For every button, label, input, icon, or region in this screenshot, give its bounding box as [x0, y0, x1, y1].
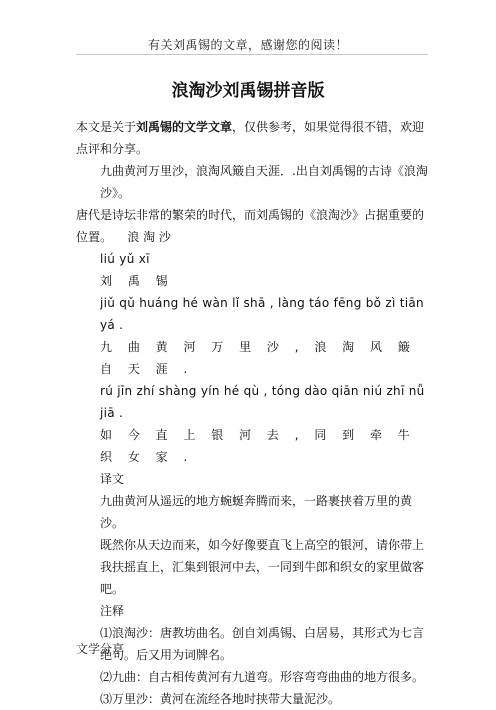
intro-suffix: ，仅供参考，如果觉得很不错，欢迎点评和分享。	[76, 120, 425, 156]
context-text: 唐代是诗坛非常的繁荣的时代，而刘禹锡的《浪淘沙》占据重要的位置。	[76, 208, 425, 244]
header-divider	[76, 54, 428, 55]
poem-author: 刘 禹 锡	[100, 274, 174, 288]
note-item: ⑶万里沙：黄河在流经各地时挟带大量泥沙。	[100, 692, 341, 706]
poem-line1-pinyin: jiǔ qǔ huáng hé wàn lǐ shā , làng táo fēng bǒ zì tiān yá .	[100, 296, 424, 332]
translation-paragraph-2: 既然你从天边而来，如今好像要直飞上高空的银河，请你带上我扶摇直上，汇集到银河中去，一同到牛郎和织女的家里做客吧。	[100, 538, 425, 596]
notes-heading: 注释	[100, 604, 125, 618]
document-body	[76, 116, 428, 710]
intro-paragraph	[76, 116, 428, 160]
context-paragraph	[76, 204, 428, 248]
translation-heading: 译文	[100, 472, 125, 486]
intro-bold: 刘禹锡的文学文章	[136, 120, 233, 134]
poem-title-inline: 浪 淘 沙	[127, 230, 171, 244]
poem-line1: 九 曲 黄 河 万 里 沙 , 浪 淘 风 簸 自 天 涯 .	[100, 340, 416, 376]
translation-paragraph-1: 九曲黄河从遥远的地方蜿蜒奔腾而来，一路裹挟着万里的黄沙。	[100, 494, 413, 530]
poem-line2-pinyin: rú jīn zhí shàng yín hé qù , tóng dào qiān niú zhī nǚ jiā .	[100, 384, 425, 420]
intro-prefix: 本文是关于	[76, 120, 137, 134]
page-footer-note: 文学分享	[76, 642, 125, 656]
poem-title-pinyin: liú yǔ xī	[100, 252, 150, 266]
page-header-note: 有关刘禹锡的文章，感谢您的阅读！	[147, 38, 348, 52]
poem-line2: 如 今 直 上 银 河 去 , 同 到 牵 牛 织 女 家 .	[100, 428, 416, 464]
document-title: 浪淘沙刘禹锡拼音版	[171, 81, 325, 101]
note-item: ⑵九曲：自古相传黄河有九道弯。形容弯弯曲曲的地方很多。	[100, 670, 425, 684]
note-item: ⑴浪淘沙：唐教坊曲名。创自刘禹锡、白居易，其形式为七言绝句。后又用为词牌名。	[100, 626, 425, 662]
poem-quote-line: 九曲黄河万里沙，浪淘风簸自天涯．.出自刘禹锡的古诗《浪淘沙》。	[100, 164, 428, 200]
